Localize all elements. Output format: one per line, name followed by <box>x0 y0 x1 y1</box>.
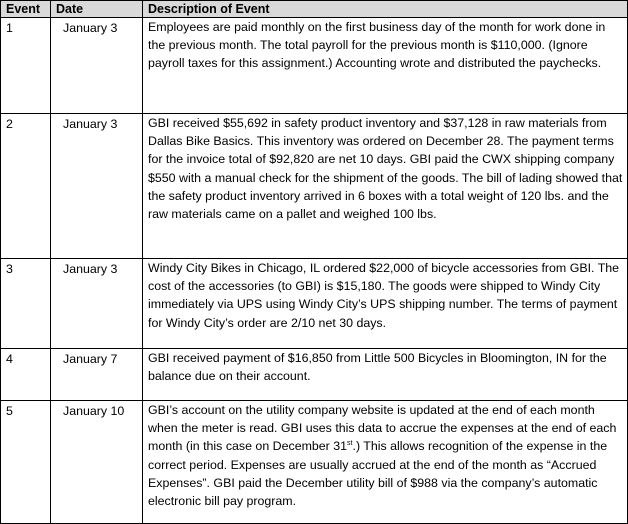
table-header <box>1 1 628 18</box>
event-number: 4 <box>1 349 51 401</box>
description-text-start: GBI’s account on the utility company website is updated at the end of each month when the meter is read. GBI uses this data to accrue the expenses at the end of each month (in this case on December 31 <box>148 403 617 454</box>
event-date: January 10 <box>51 401 143 524</box>
header-row <box>1 1 628 18</box>
header-description: Description of Event <box>143 1 628 18</box>
description-text-end: .) This allows recognition of the expense in the correct period. Expenses are usually accrued at the end of the month as “Accrued Expenses”. GBI paid the December utility bill of $988 via the company’s automatic electronic bill pay program. <box>148 439 608 509</box>
event-description: Windy City Bikes in Chicago, IL ordered $22,000 of bicycle accessories from GBI. The cost of the accessories (to GBI) is $15,180. The goods were shipped to Windy City immediately via UPS using Windy City’s UPS shipping number. The terms of payment for Windy City’s order are 2/10 net 30 days. <box>143 259 628 349</box>
table-row <box>1 259 628 349</box>
table-row <box>1 114 628 259</box>
table-row <box>1 401 628 524</box>
event-date: January 3 <box>51 18 143 114</box>
event-description: Employees are paid monthly on the first business day of the month for work done in the previous month. The total payroll for the previous month is $110,000. (Ignore payroll taxes for this assignment.) Accounting wrote and distributed the paychecks. <box>143 18 628 114</box>
header-event: Event <box>1 1 51 18</box>
event-date: January 3 <box>51 114 143 259</box>
event-number: 2 <box>1 114 51 259</box>
ordinal-suffix: st <box>347 440 353 448</box>
event-number: 3 <box>1 259 51 349</box>
event-date: January 3 <box>51 259 143 349</box>
event-description: GBI received $55,692 in safety product inventory and $37,128 in raw materials from Dallas Bike Basics. This inventory was ordered on December 28. The payment terms for the invoice total of $92,820 are net 10 days. GBI paid the CWX shipping company $550 with a manual check for the shipment of the goods. The bill of lading showed that the safety product inventory arrived in 6 boxes with a total weight of 120 lbs. and the raw materials came on a pallet and weighed 100 lbs. <box>143 114 628 259</box>
event-description: GBI received payment of $16,850 from Little 500 Bicycles in Bloomington, IN for the balance due on their account. <box>143 349 628 401</box>
table-body <box>1 18 628 524</box>
header-date: Date <box>51 1 143 18</box>
event-number: 1 <box>1 18 51 114</box>
event-date: January 7 <box>51 349 143 401</box>
table-row <box>1 349 628 401</box>
event-number: 5 <box>1 401 51 524</box>
event-description <box>143 401 628 524</box>
table-row <box>1 18 628 114</box>
